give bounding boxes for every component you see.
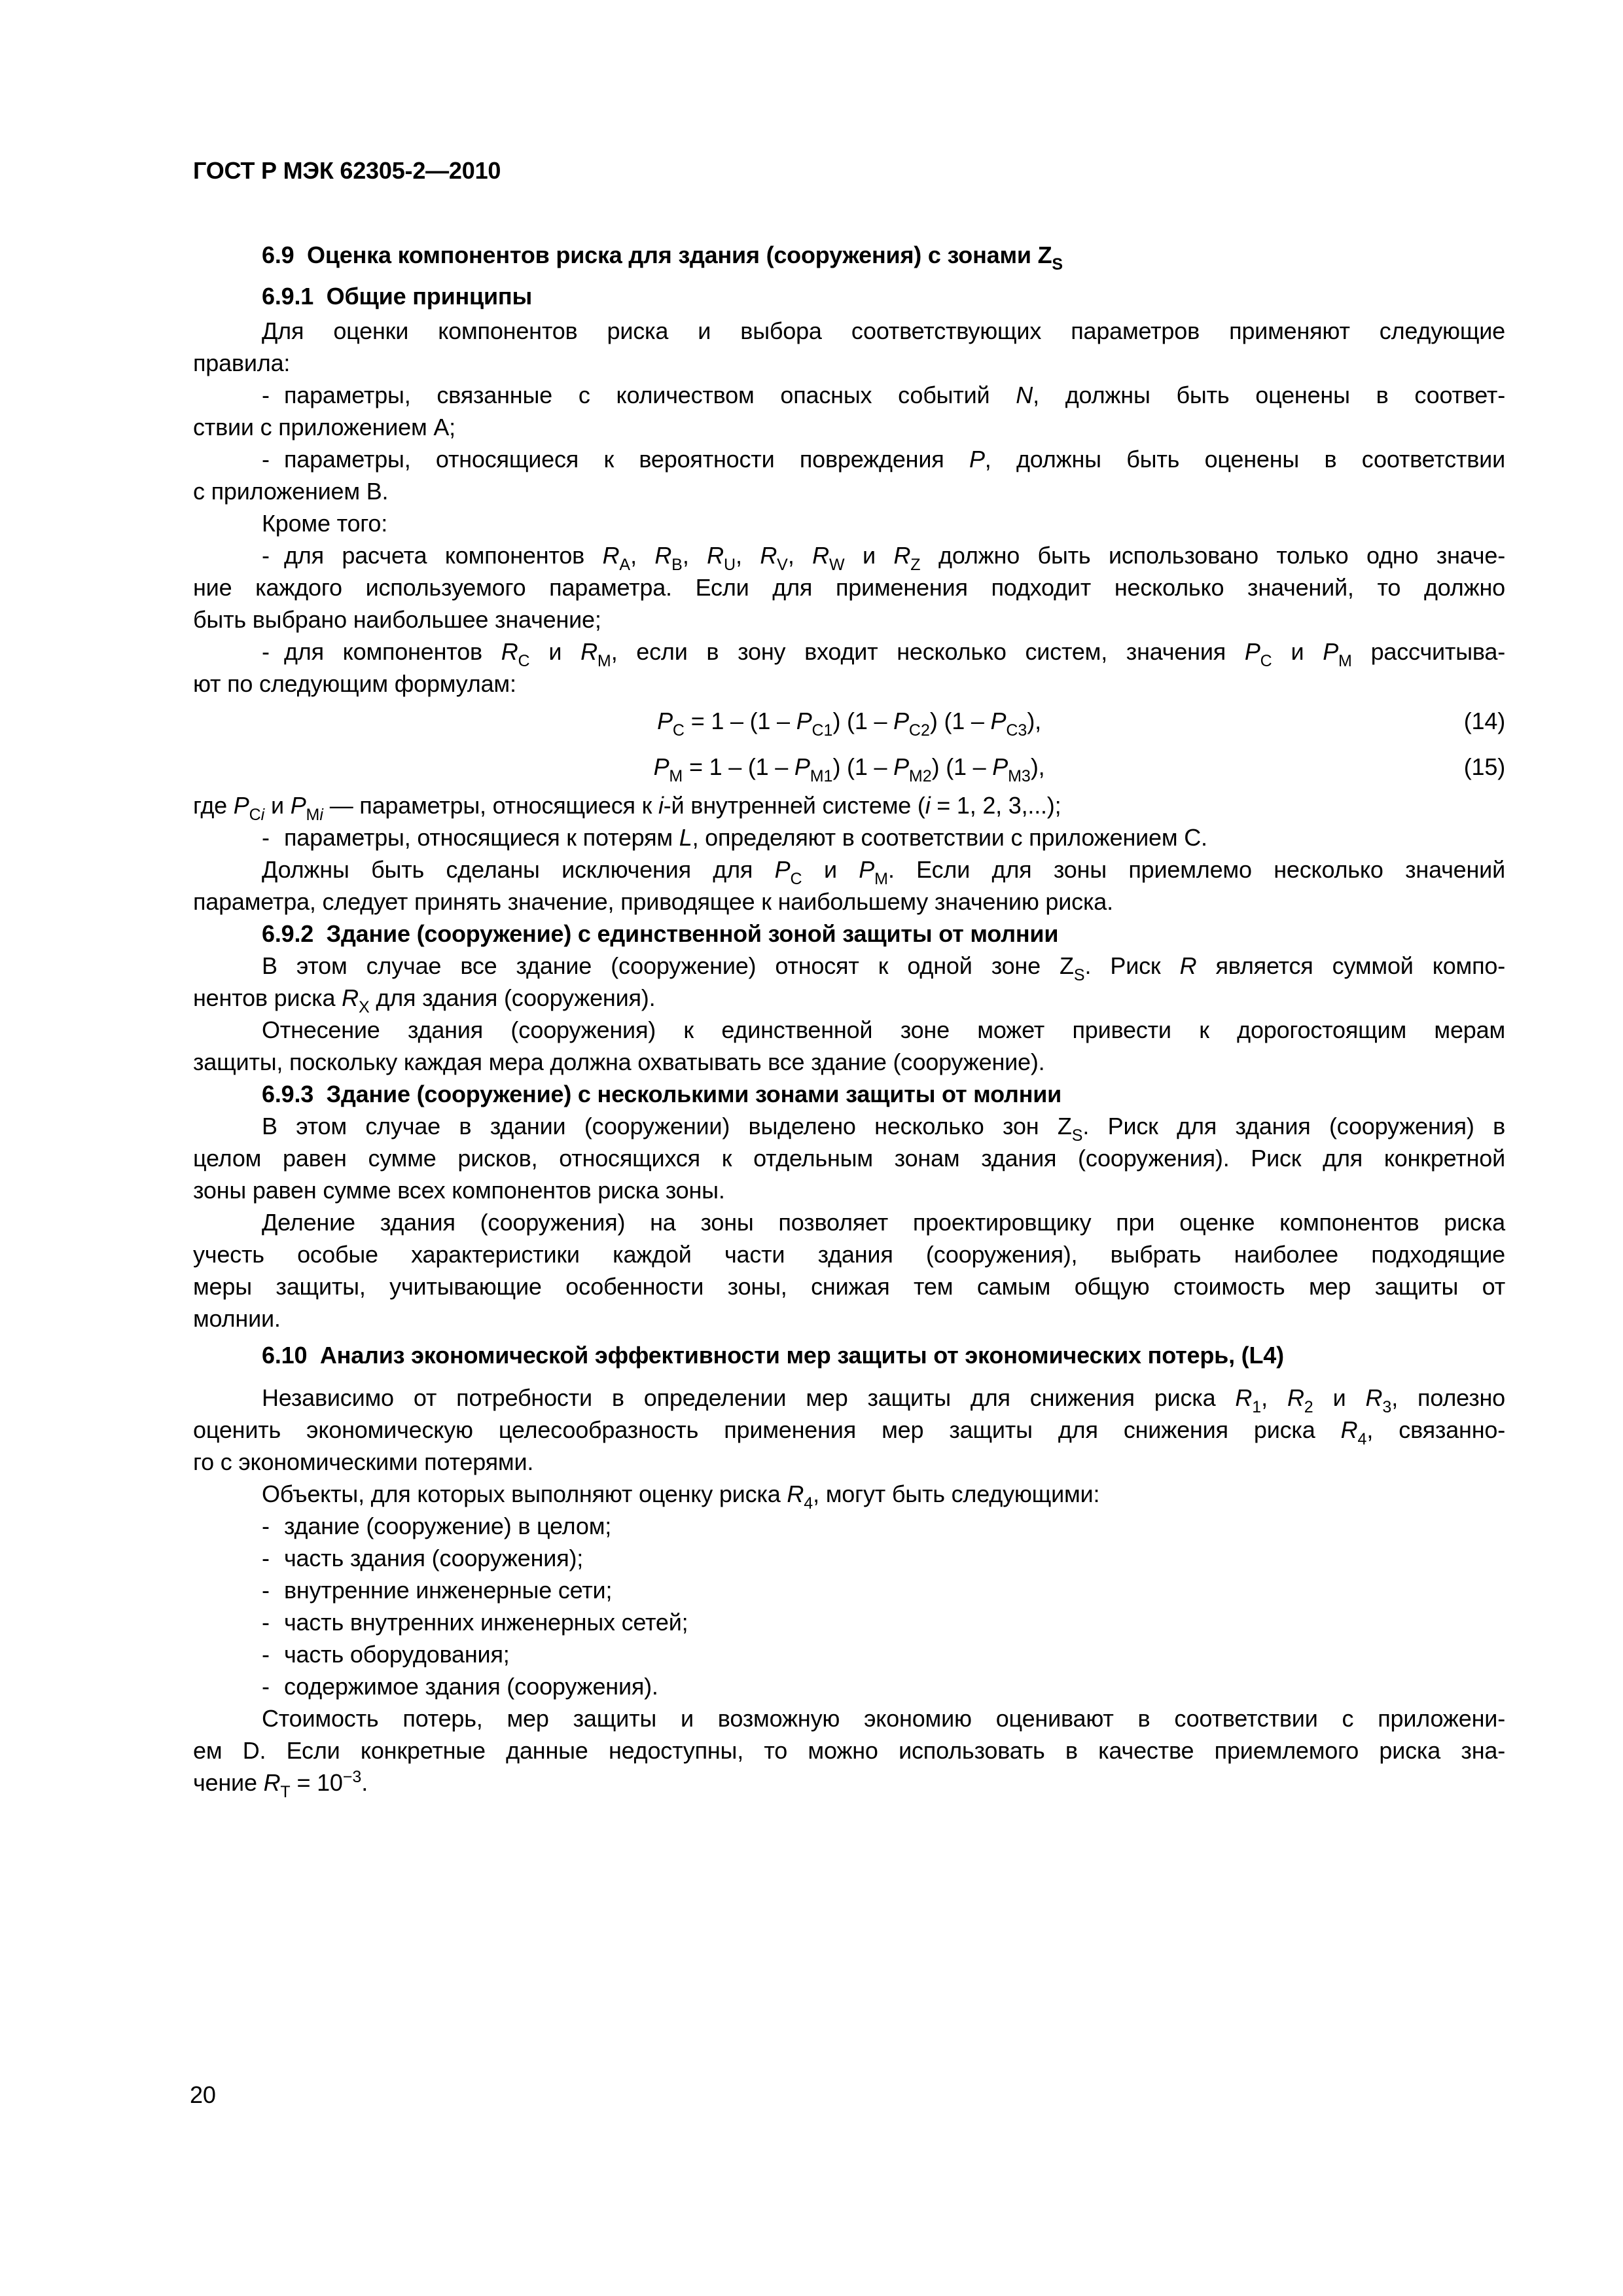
text-run: с приложением B. xyxy=(193,478,389,505)
variable: R xyxy=(263,1769,281,1796)
text-run: . Риск xyxy=(1084,952,1180,979)
text-run: — параметры, относящиеся к xyxy=(323,792,658,819)
text-line xyxy=(193,886,1505,918)
text-run: часть оборудования; xyxy=(284,1641,510,1668)
text-line xyxy=(193,1382,1505,1414)
text-run: Отнесение здания (сооружения) к единственной зоне может привести к дорогостоящим мерам xyxy=(262,1016,1505,1043)
text-run: нентов риска xyxy=(193,984,342,1011)
section-heading-line xyxy=(193,239,1505,274)
text-line xyxy=(193,1174,1505,1206)
text-run: ) (1 – xyxy=(929,708,991,734)
text-run: быть выбрано наибольшее значение; xyxy=(193,606,601,633)
variable: P xyxy=(233,792,249,819)
text-run: = 1 – (1 – xyxy=(684,708,796,734)
text-run: = 10 xyxy=(290,1769,343,1796)
section-heading-line xyxy=(193,918,1505,950)
variable: P xyxy=(1244,638,1260,665)
text-line xyxy=(193,1702,1505,1734)
subscript: W xyxy=(829,556,845,574)
bullet-line xyxy=(193,1542,1505,1574)
text-line xyxy=(193,315,1505,347)
subscript: C3 xyxy=(1006,721,1027,740)
text-run: -й внутренней системе ( xyxy=(663,792,925,819)
text-run: , если в зону входит несколько систем, значения xyxy=(611,638,1245,665)
text-run: . xyxy=(361,1769,368,1796)
subscript: S xyxy=(1073,966,1085,984)
subscript: U xyxy=(723,556,736,574)
text-run: для здания (сооружения). xyxy=(369,984,656,1011)
text-line xyxy=(193,950,1505,982)
variable: R xyxy=(1179,952,1197,979)
text-run: меры защиты, учитывающие особенности зоны, снижая тем самым общую стоимость мер защиты от xyxy=(193,1273,1505,1300)
text-run: ем D. Если конкретные данные недоступны, то можно использовать в качестве приемлемого риска зна- xyxy=(193,1737,1505,1764)
text-line xyxy=(193,982,1505,1014)
text-line xyxy=(193,347,1505,379)
text-run: 6.10 Анализ экономической эффективности мер защиты от экономических потерь, (L4) xyxy=(262,1342,1284,1369)
paragraph xyxy=(193,789,1505,824)
text-line xyxy=(193,1238,1505,1270)
document-header xyxy=(193,154,1505,187)
variable: R xyxy=(602,542,620,569)
variable: P xyxy=(859,856,875,883)
text-run: 6.9.1 Общие принципы xyxy=(262,283,532,310)
subscript: M xyxy=(874,870,888,888)
text-line xyxy=(193,1206,1505,1238)
text-run: ) (1 – xyxy=(832,708,894,734)
variable: R xyxy=(787,1480,804,1507)
text-run: зоны равен сумме всех компонентов риска зоны. xyxy=(193,1177,725,1204)
bullet-item xyxy=(193,443,1505,507)
text-run: Должны быть сделаны исключения для xyxy=(262,856,775,883)
text-run: параметра, следует принять значение, приводящее к наибольшему значению риска. xyxy=(193,888,1113,915)
text-run: , xyxy=(736,542,760,569)
text-run: го с экономическими потерями. xyxy=(193,1448,534,1475)
section-heading-line xyxy=(193,1078,1505,1110)
variable: P xyxy=(969,446,985,473)
variable: P xyxy=(794,753,810,780)
text-line xyxy=(193,789,1505,824)
text-run: = 1 – (1 – xyxy=(683,753,794,780)
text-run: , могут быть следующими: xyxy=(813,1480,1100,1507)
text-line xyxy=(193,1046,1505,1078)
text-run: В этом случае все здание (сооружение) относят к одной зоне Z xyxy=(262,952,1074,979)
superscript: −3 xyxy=(342,1768,362,1786)
subscript: C1 xyxy=(812,721,833,740)
bullet-item xyxy=(193,539,1505,636)
text-run: внутренние инженерные сети; xyxy=(284,1577,613,1604)
variable: R xyxy=(342,984,359,1011)
bullet-line xyxy=(193,1606,1505,1638)
bullet-line xyxy=(193,1638,1505,1670)
text-run: , должны быть оценены в соответствии xyxy=(984,446,1506,473)
text-run: часть внутренних инженерных сетей; xyxy=(284,1609,688,1636)
text-run: , xyxy=(630,542,655,569)
text-run: защиты, поскольку каждая мера должна охватывать все здание (сооружение). xyxy=(193,1049,1045,1075)
subscript: M xyxy=(306,806,320,824)
text-line xyxy=(193,1734,1505,1767)
paragraph xyxy=(193,1382,1505,1478)
subscript: 4 xyxy=(804,1494,813,1513)
formula-number: (14) xyxy=(1463,708,1505,734)
text-run: и xyxy=(802,856,859,883)
text-run: = 1, 2, 3,...); xyxy=(930,792,1061,819)
heading-6-9-1 xyxy=(193,280,1505,312)
text-run: ), xyxy=(1030,753,1045,780)
variable: R xyxy=(1340,1416,1358,1443)
text-run: для расчета компонентов xyxy=(284,542,603,569)
document-header-line xyxy=(193,154,1505,187)
subscript: C2 xyxy=(908,721,930,740)
text-line xyxy=(193,1478,1505,1513)
heading-6-9 xyxy=(193,239,1505,274)
text-line xyxy=(193,1446,1505,1478)
bullet-line xyxy=(193,1510,1505,1542)
text-run: . Риск для здания (сооружения) в xyxy=(1082,1113,1506,1139)
paragraph xyxy=(193,950,1505,1014)
text-line xyxy=(193,411,1505,443)
variable: R xyxy=(707,542,724,569)
bullet-line xyxy=(193,1670,1505,1702)
text-run: , xyxy=(682,542,707,569)
text-run: содержимое здания (сооружения). xyxy=(284,1673,658,1700)
list-dash: - xyxy=(262,824,270,851)
text-run: здание (сооружение) в целом; xyxy=(284,1513,612,1539)
variable: i xyxy=(658,792,664,819)
text-run: часть здания (сооружения); xyxy=(284,1545,584,1571)
bullet-item xyxy=(193,379,1505,443)
bullet-line xyxy=(193,1574,1505,1606)
text-line xyxy=(193,1767,1505,1799)
text-line xyxy=(193,571,1505,603)
variable: P xyxy=(774,856,791,883)
bullet-line xyxy=(193,821,1505,853)
text-run: и xyxy=(529,638,581,665)
text-run: целом равен сумме рисков, относящихся к отдельным зонам здания (сооружения). Риск для конкретной xyxy=(193,1145,1505,1172)
text-line xyxy=(193,603,1505,636)
text-run: Деление здания (сооружения) на зоны позволяет проектировщику при оценке компонентов риска xyxy=(262,1209,1505,1236)
text-run: молнии. xyxy=(193,1305,281,1332)
list-dash: - xyxy=(262,382,270,408)
text-run: учесть особые характеристики каждой части здания (сооружения), выбрать наиболее подходящие xyxy=(193,1241,1505,1268)
list-dash: - xyxy=(262,1641,270,1668)
subscript: Z xyxy=(910,556,921,574)
text-run: ), xyxy=(1027,708,1041,734)
text-run: Стоимость потерь, мер защиты и возможную экономию оценивают в соответствии с приложени- xyxy=(262,1705,1505,1732)
variable: R xyxy=(760,542,777,569)
text-run: ) (1 – xyxy=(832,753,894,780)
paragraph xyxy=(193,507,1505,539)
text-line xyxy=(193,1270,1505,1302)
text-run: 6.9.2 Здание (сооружение) с единственной зоной защиты от молнии xyxy=(262,920,1059,947)
variable: R xyxy=(1287,1384,1304,1411)
formula-expression xyxy=(657,708,1041,740)
formula-number: (15) xyxy=(1463,753,1505,780)
variable: L xyxy=(679,824,692,851)
heading-6-9-2 xyxy=(193,918,1505,950)
subscript: S xyxy=(1071,1126,1083,1145)
page-number: 20 xyxy=(190,2081,216,2108)
bullet-item xyxy=(193,636,1505,700)
variable: N xyxy=(1016,382,1033,408)
text-run: и xyxy=(264,792,291,819)
text-run: параметры, относящиеся к вероятности повреждения xyxy=(284,446,969,473)
subscript: C xyxy=(672,721,685,740)
paragraph xyxy=(193,853,1505,918)
section-heading-line xyxy=(193,280,1505,312)
text-run: В этом случае в здании (сооружении) выделено несколько зон Z xyxy=(262,1113,1072,1139)
variable: P xyxy=(657,708,673,734)
variable: P xyxy=(990,708,1007,734)
subscript: 3 xyxy=(1382,1398,1392,1416)
paragraph xyxy=(193,1702,1505,1799)
list-dash: - xyxy=(262,1513,270,1539)
variable: R xyxy=(1235,1384,1253,1411)
variable: R xyxy=(812,542,829,569)
text-run: , определяют в соответствии с приложением C. xyxy=(692,824,1207,851)
variable: R xyxy=(893,542,911,569)
text-run: , должны быть оценены в соответ- xyxy=(1033,382,1506,408)
subscript: C xyxy=(1260,652,1272,670)
subscript: M2 xyxy=(908,767,932,785)
text-run: , связанно- xyxy=(1366,1416,1505,1443)
text-run: Кроме того: xyxy=(262,510,388,537)
text-line xyxy=(193,1302,1505,1335)
text-line xyxy=(193,1142,1505,1174)
variable: P xyxy=(992,753,1008,780)
subscript: 2 xyxy=(1304,1398,1313,1416)
bullet-line xyxy=(193,636,1505,668)
text-run: где xyxy=(193,792,234,819)
paragraph xyxy=(193,1206,1505,1335)
text-run: Независимо от потребности в определении мер защиты для снижения риска xyxy=(262,1384,1236,1411)
paragraph xyxy=(193,1478,1505,1513)
heading-6-10 xyxy=(193,1339,1505,1371)
subscript: C xyxy=(518,652,530,670)
subscript: M1 xyxy=(810,767,833,785)
bullet-line xyxy=(193,443,1505,475)
subscript: T xyxy=(280,1783,291,1801)
variable: P xyxy=(1323,638,1338,665)
text-run: и xyxy=(1272,638,1323,665)
text-run: , xyxy=(787,542,813,569)
variable: P xyxy=(653,753,669,780)
text-run: Объекты, для которых выполняют оценку риска xyxy=(262,1480,787,1507)
list-dash: - xyxy=(262,1673,270,1700)
variable: R xyxy=(654,542,672,569)
text-line xyxy=(193,475,1505,507)
section-heading-line xyxy=(193,1339,1505,1371)
text-run: ют по следующим формулам: xyxy=(193,670,516,697)
text-run: 6.9.3 Здание (сооружение) с несколькими зонами защиты от молнии xyxy=(262,1081,1062,1107)
subscript: V xyxy=(777,556,788,574)
subscript: M xyxy=(597,652,611,670)
variable: P xyxy=(796,708,812,734)
formula-14 xyxy=(193,705,1505,740)
subscript: M3 xyxy=(1008,767,1031,785)
text-run: и xyxy=(1313,1384,1366,1411)
heading-6-9-3 xyxy=(193,1078,1505,1110)
text-line xyxy=(193,668,1505,700)
text-run: Для оценки компонентов риска и выбора соответствующих параметров применяют следующие xyxy=(262,317,1505,344)
list-dash: - xyxy=(262,1577,270,1604)
text-run: чение xyxy=(193,1769,264,1796)
variable: R xyxy=(1365,1384,1383,1411)
subscript: B xyxy=(671,556,683,574)
text-line xyxy=(193,853,1505,886)
text-run: правила: xyxy=(193,350,291,376)
subscript: i xyxy=(319,806,323,824)
text-run: . Если для зоны приемлемо несколько значений xyxy=(887,856,1505,883)
subscript: M xyxy=(669,767,683,785)
text-line xyxy=(193,1110,1506,1145)
text-line xyxy=(193,507,1505,539)
text-run: параметры, связанные с количеством опасных событий xyxy=(284,382,1016,408)
text-run: ствии с приложением A; xyxy=(193,414,455,440)
subscript: 4 xyxy=(1357,1430,1367,1448)
text-run: , xyxy=(1261,1384,1287,1411)
variable: P xyxy=(290,792,306,819)
bullet-list xyxy=(193,1510,1505,1702)
text-run: параметры, относящиеся к потерям xyxy=(284,824,679,851)
list-dash: - xyxy=(262,1545,270,1571)
subscript: C xyxy=(790,870,802,888)
list-dash: - xyxy=(262,1609,270,1636)
document-body xyxy=(193,154,1505,1799)
bullet-item xyxy=(193,821,1505,853)
paragraph xyxy=(193,315,1505,379)
list-dash: - xyxy=(262,446,270,473)
text-line xyxy=(193,1414,1505,1446)
subscript: A xyxy=(619,556,631,574)
subscript: 1 xyxy=(1252,1398,1262,1416)
text-run: для компонентов xyxy=(284,638,501,665)
subscript: i xyxy=(260,806,265,824)
formula-15 xyxy=(193,751,1505,783)
variable: R xyxy=(580,638,597,665)
text-run: , полезно xyxy=(1391,1384,1506,1411)
subscript: M xyxy=(1338,652,1352,670)
bullet-line xyxy=(193,379,1505,411)
text-run: должно быть использовано только одно значе- xyxy=(920,542,1505,569)
text-run: является суммой компо- xyxy=(1196,952,1505,979)
variable: R xyxy=(501,638,518,665)
variable: P xyxy=(893,753,909,780)
formula-expression xyxy=(653,753,1045,785)
text-run: 6.9 Оценка компонентов риска для здания (сооружения) с зонами Z xyxy=(262,242,1052,268)
variable: P xyxy=(893,708,909,734)
text-run: ние каждого используемого параметра. Если для применения подходит несколько значений, то должно xyxy=(193,574,1505,601)
list-dash: - xyxy=(262,638,270,665)
variable: i xyxy=(925,792,931,819)
text-run: ) (1 – xyxy=(931,753,993,780)
text-line xyxy=(193,1014,1505,1046)
bullet-line xyxy=(193,539,1505,574)
paragraph xyxy=(193,1110,1505,1206)
subscript: X xyxy=(358,998,370,1016)
subscript: C xyxy=(249,806,261,824)
text-run: рассчитыва- xyxy=(1351,638,1506,665)
subscript: S xyxy=(1052,255,1063,274)
text-run: и xyxy=(844,542,894,569)
text-run: оценить экономическую целесообразность применения мер защиты для снижения риска xyxy=(193,1416,1341,1443)
paragraph xyxy=(193,1014,1505,1078)
text-run: ГОСТ Р МЭК 62305-2—2010 xyxy=(193,157,501,184)
list-dash: - xyxy=(262,542,270,569)
